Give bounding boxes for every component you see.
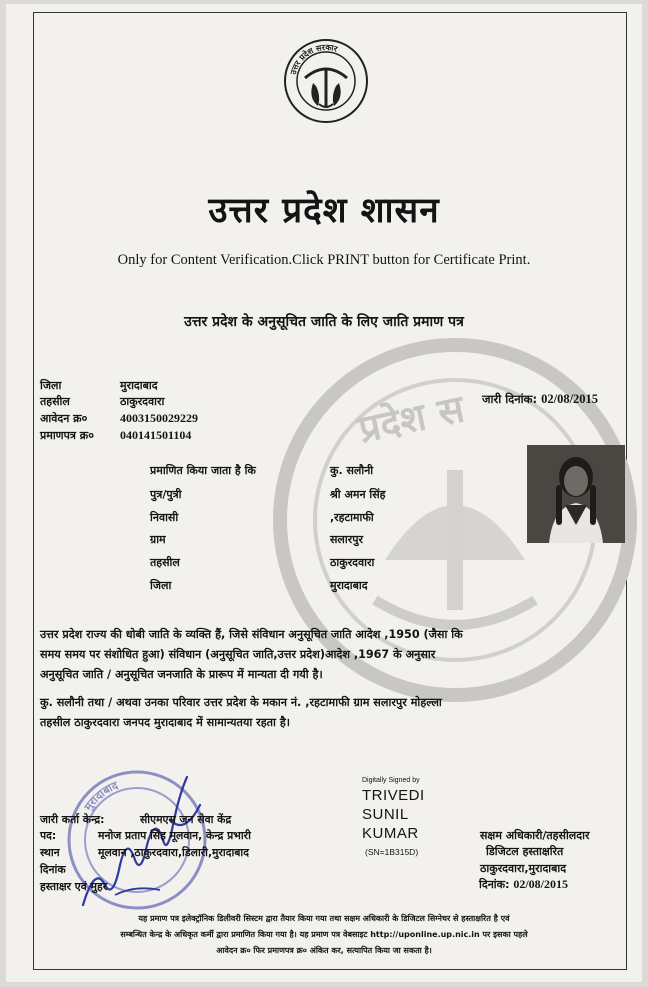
application-number-value: 4003150029229 (120, 411, 198, 425)
signer-name-line-3: KUMAR (362, 825, 419, 842)
place-label: स्थान (40, 846, 60, 859)
footer-line-1: यह प्रमाण पत्र इलेक्ट्रॉनिक डिलीवरी सिस्टम द्वारा तैयार किया गया तथा सक्षम अधिकारी के डिजिटल सिग्नेचर से हस्ताक्षरित है एवं (138, 914, 510, 923)
document-title: उत्तर प्रदेश शासन (208, 191, 440, 231)
center-label: जारी कर्ता केन्द्र: (40, 813, 105, 826)
authority-digital-signed: डिजिटल हस्ताक्षरित (486, 845, 564, 858)
issue-date-label: जारी दिनांक: (482, 392, 538, 406)
body-line-1: उत्तर प्रदेश राज्य की धोबी जाति के व्यक्ति हैं, जिसे संविधान अनुसूचित जाति आदेश ,1950 (जैसा कि (40, 628, 463, 641)
signature-label: हस्ताक्षर एवं मुहर (40, 880, 108, 893)
post-label: पद: (40, 829, 57, 842)
issue-date-value: 02/08/2015 (541, 392, 599, 406)
detail-label-parent: पुत्र/पुत्री (150, 488, 182, 501)
applicant-photo (527, 445, 625, 543)
issuer-date-label: दिनांक (40, 863, 66, 876)
footer-line-3: आवेदन क्र० फिर प्रमाणपत्र क्र० अंकित कर, सत्यापित किया जा सकता है। (216, 946, 432, 955)
tehsil-value: ठाकुरदवारा (120, 395, 165, 408)
up-government-emblem (283, 38, 369, 124)
place-value: मूलवान ,ठाकुरदवारा,डिलारी,मुरादाबाद (98, 846, 249, 859)
authority-designation: सक्षम अधिकारी/तहसीलदार (480, 829, 590, 842)
body-line-5: तहसील ठाकुरदवारा जनपद मुरादाबाद में सामान्यतया रहता है। (40, 716, 291, 729)
detail-value-district: मुरादाबाद (330, 579, 368, 592)
emblem-text: उत्तर प्रदेश सरकार (288, 42, 339, 76)
certificate-title: उत्तर प्रदेश के अनुसूचित जाति के लिए जाति प्रमाण पत्र (184, 314, 464, 330)
detail-label-resident: निवासी (150, 511, 179, 524)
detail-value-tehsil: ठाकुरदवारा (330, 556, 375, 569)
authority-date-value: 02/08/2015 (513, 877, 569, 891)
digital-sign-heading: Digitally Signed by (362, 777, 420, 784)
detail-label-tehsil: तहसील (150, 556, 180, 569)
detail-value-name: कु. सलौनी (330, 464, 374, 477)
district-label: जिला (40, 379, 62, 392)
signer-serial: (SN=1B315D) (365, 847, 419, 857)
verification-subtitle: Only for Content Verification.Click PRINT button for Certificate Print. (117, 252, 531, 268)
authority-date (479, 877, 568, 892)
detail-value-resident: ,रहटामाफी (330, 511, 374, 524)
footer-line-2: सम्बन्धित केन्द्र के अधिकृत कर्मी द्वारा प्रमाणित किया गया है। यह प्रमाण पत्र वेबसाइट http://uponline.up.nic.in पर इसका पहले (120, 930, 528, 939)
certificate-number-value: 040141501104 (120, 428, 192, 442)
detail-label-village: ग्राम (150, 533, 166, 546)
application-number-label: आवेदन क्र० (40, 412, 88, 425)
stamp-text: मुरादाबाद (81, 778, 120, 814)
body-line-3: अनुसूचित जाति / अनुसूचित जनजाति के प्रारूप में मान्यता दी गयी है। (40, 668, 323, 681)
signer-name-line-2: SUNIL (362, 806, 409, 823)
body-line-2: समय समय पर संशोधित हुआ) संविधान (अनुसूचित जाति,उत्तर प्रदेश)आदेश ,1967 के अनुसार (40, 648, 436, 661)
detail-label-district: जिला (150, 579, 172, 592)
center-value: सीएमएस जन सेवा केंद्र (140, 813, 232, 826)
detail-value-village: सलारपुर (330, 533, 363, 546)
detail-label-certified: प्रमाणित किया जाता है कि (150, 464, 256, 477)
certificate-number-label: प्रमाणपत्र क्र० (40, 429, 94, 442)
authority-date-label: दिनांक: (479, 878, 510, 891)
authority-location: ठाकुरदवारा,मुरादाबाद (480, 862, 567, 875)
tehsil-label: तहसील (40, 395, 70, 408)
watermark-text: प्रदेश स (354, 386, 468, 452)
issue-date (482, 392, 598, 407)
signer-name-line-1: TRIVEDI (362, 787, 425, 804)
detail-value-parent: श्री अमन सिंह (330, 488, 386, 501)
body-line-4: कु. सलौनी तथा / अथवा उनका परिवार उत्तर प्रदेश के मकान नं. ,रहटामाफी ग्राम सलारपुर मोहल्ला (40, 696, 442, 709)
district-value: मुरादाबाद (120, 379, 158, 392)
post-value: मनोज प्रताप सिंह मूलवान, केन्द्र प्रभारी (98, 829, 251, 842)
